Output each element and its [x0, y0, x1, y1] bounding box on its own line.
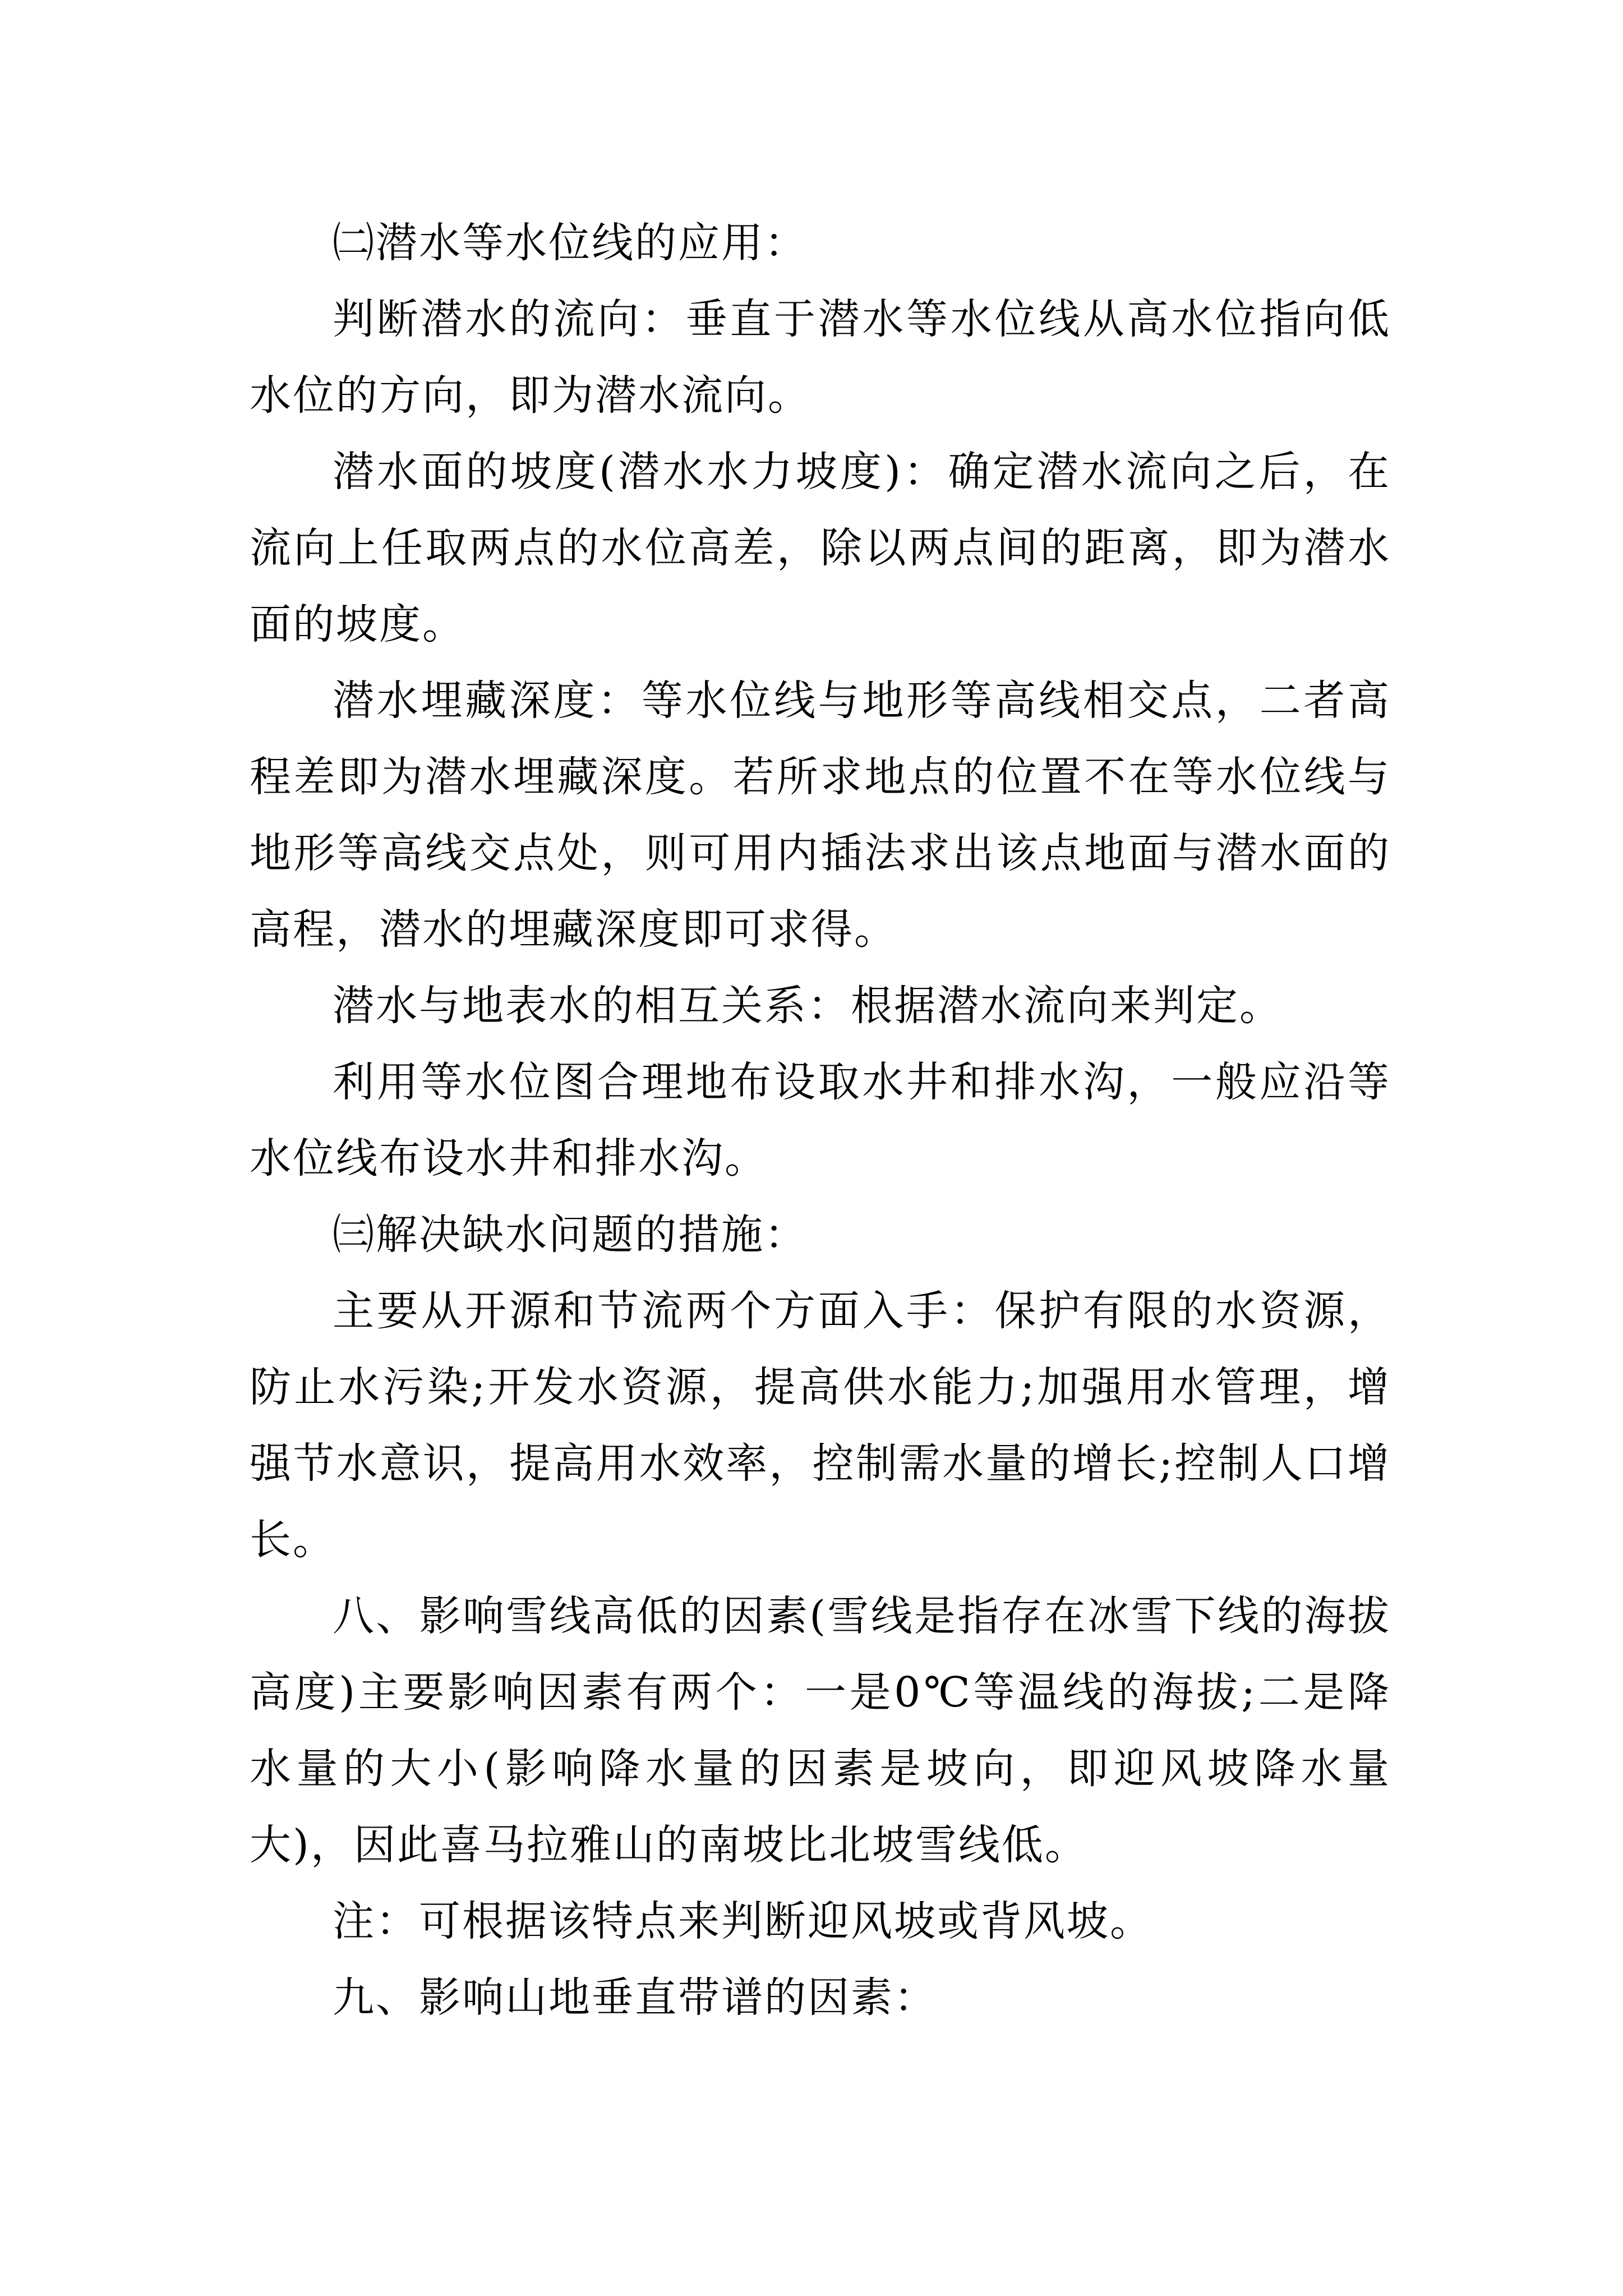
paragraph-water-table-slope: 潜水面的坡度(潜水水力坡度)：确定潜水流向之后，在流向上任取两点的水位高差，除以两点间的距离，即为潜水面的坡度。	[250, 448, 1391, 648]
document-body	[250, 205, 1391, 2036]
heading-vertical-zonation-factors: 九、影响山地垂直带谱的因素：	[333, 1973, 937, 2022]
heading-snow-line-factors: 八、影响雪线高低的因素(雪线是指存在冰雪下线的海拔高度)主要影响因素有两个：一是0℃等温线的海拔;二是降水量的大小(影响降水量的因素是坡向，即迎风坡降水量大)，因此喜马拉雅山的南坡比北坡雪线低。	[250, 1592, 1391, 1869]
subheading-water-table-contour-applications: ㈡潜水等水位线的应用：	[333, 219, 808, 267]
paragraph-surface-water-relation: 潜水与地表水的相互关系：根据潜水流向来判定。	[333, 982, 1283, 1030]
paragraph-wells-and-ditches: 利用等水位图合理地布设取水井和排水沟，一般应沿等水位线布设水井和排水沟。	[250, 1058, 1391, 1182]
subheading-water-shortage-measures: ㈢解决缺水问题的措施：	[333, 1211, 808, 1259]
paragraph-burial-depth: 潜水埋藏深度：等水位线与地形等高线相交点，二者高程差即为潜水埋藏深度。若所求地点的位置不在等水位线与地形等高线交点处，则可用内插法求出该点地面与潜水面的高程，潜水的埋藏深度即可求得。	[250, 677, 1391, 954]
paragraph-note: 注：可根据该特点来判断迎风坡或背风坡。	[333, 1897, 1153, 1945]
paragraph-flow-direction: 判断潜水的流向：垂直于潜水等水位线从高水位指向低水位的方向，即为潜水流向。	[250, 295, 1391, 420]
paragraph-measures-detail: 主要从开源和节流两个方面入手：保护有限的水资源，防止水污染;开发水资源，提高供水能力;加强用水管理，增强节水意识，提高用水效率，控制需水量的增长;控制人口增长。	[250, 1287, 1391, 1564]
